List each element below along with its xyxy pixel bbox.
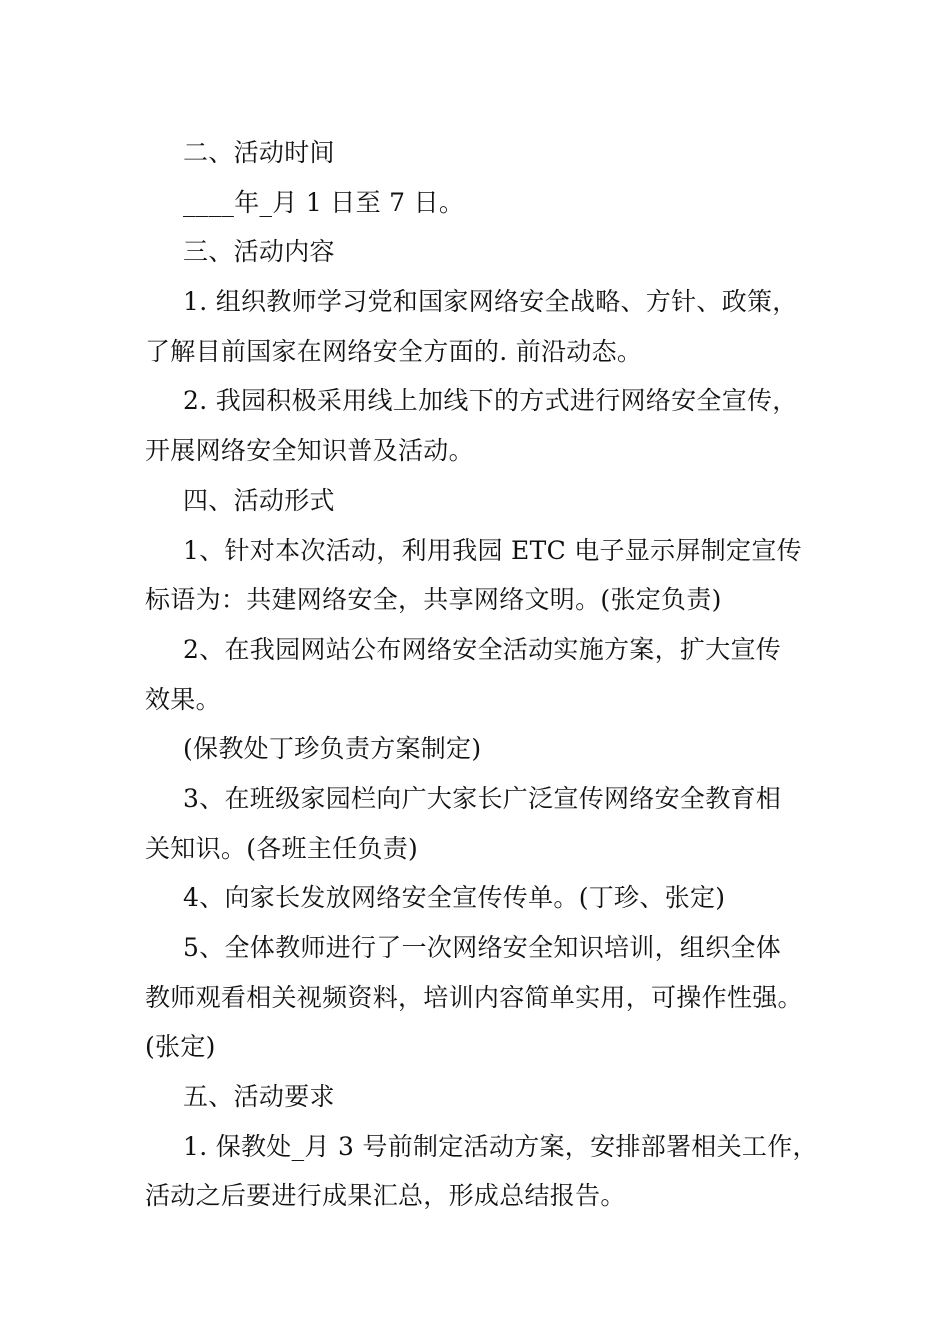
- content-item-1-line-2: 了解目前国家在网络安全方面的. 前沿动态。: [145, 336, 643, 366]
- content-item-1-line-1: 1. 组织教师学习党和国家网络安全战略、方针、政策，: [183, 287, 798, 317]
- form-item-4: 4、向家长发放网络安全宣传传单。(丁珍、张定): [183, 883, 726, 913]
- form-item-2-line-2: 效果。: [145, 684, 221, 714]
- form-item-5-line-2: 教师观看相关视频资料，培训内容简单实用，可操作性强。: [145, 982, 803, 1012]
- form-item-3-line-2: 关知识。(各班主任负责): [145, 833, 419, 863]
- form-item-5-responsible: (张定): [145, 1032, 216, 1062]
- form-item-1-line-2: 标语为：共建网络安全，共享网络文明。(张定负责): [145, 585, 722, 615]
- form-item-5-line-1: 5、全体教师进行了一次网络安全知识培训，组织全体: [183, 933, 782, 962]
- form-item-3-line-1: 3、在班级家园栏向广大家长广泛宣传网络安全教育相: [183, 783, 782, 813]
- activity-date-line: ____年_月 1 日至 7 日。: [183, 187, 465, 217]
- section-heading-activity-content: 三、活动内容: [183, 237, 335, 267]
- section-heading-activity-time: 二、活动时间: [183, 138, 335, 167]
- content-item-2-line-1: 2. 我园积极采用线上加线下的方式进行网络安全宣传，: [183, 386, 798, 416]
- section-heading-activity-form: 四、活动形式: [183, 485, 335, 515]
- content-item-2-line-2: 开展网络安全知识普及活动。: [145, 436, 474, 466]
- form-item-2-line-1: 2、在我园网站公布网络安全活动实施方案，扩大宣传: [183, 634, 782, 664]
- section-heading-activity-requirements: 五、活动要求: [183, 1082, 335, 1112]
- requirement-item-1-line-1: 1. 保教处_月 3 号前制定活动方案，安排部署相关工作，: [183, 1131, 818, 1161]
- document-body: [145, 128, 818, 1221]
- requirement-item-1-line-2: 活动之后要进行成果汇总，形成总结报告。: [145, 1181, 626, 1211]
- form-item-1-line-1: 1、针对本次活动，利用我园 ETC 电子显示屏制定宣传: [183, 535, 802, 565]
- form-item-2-responsible: (保教处丁珍负责方案制定): [183, 734, 482, 764]
